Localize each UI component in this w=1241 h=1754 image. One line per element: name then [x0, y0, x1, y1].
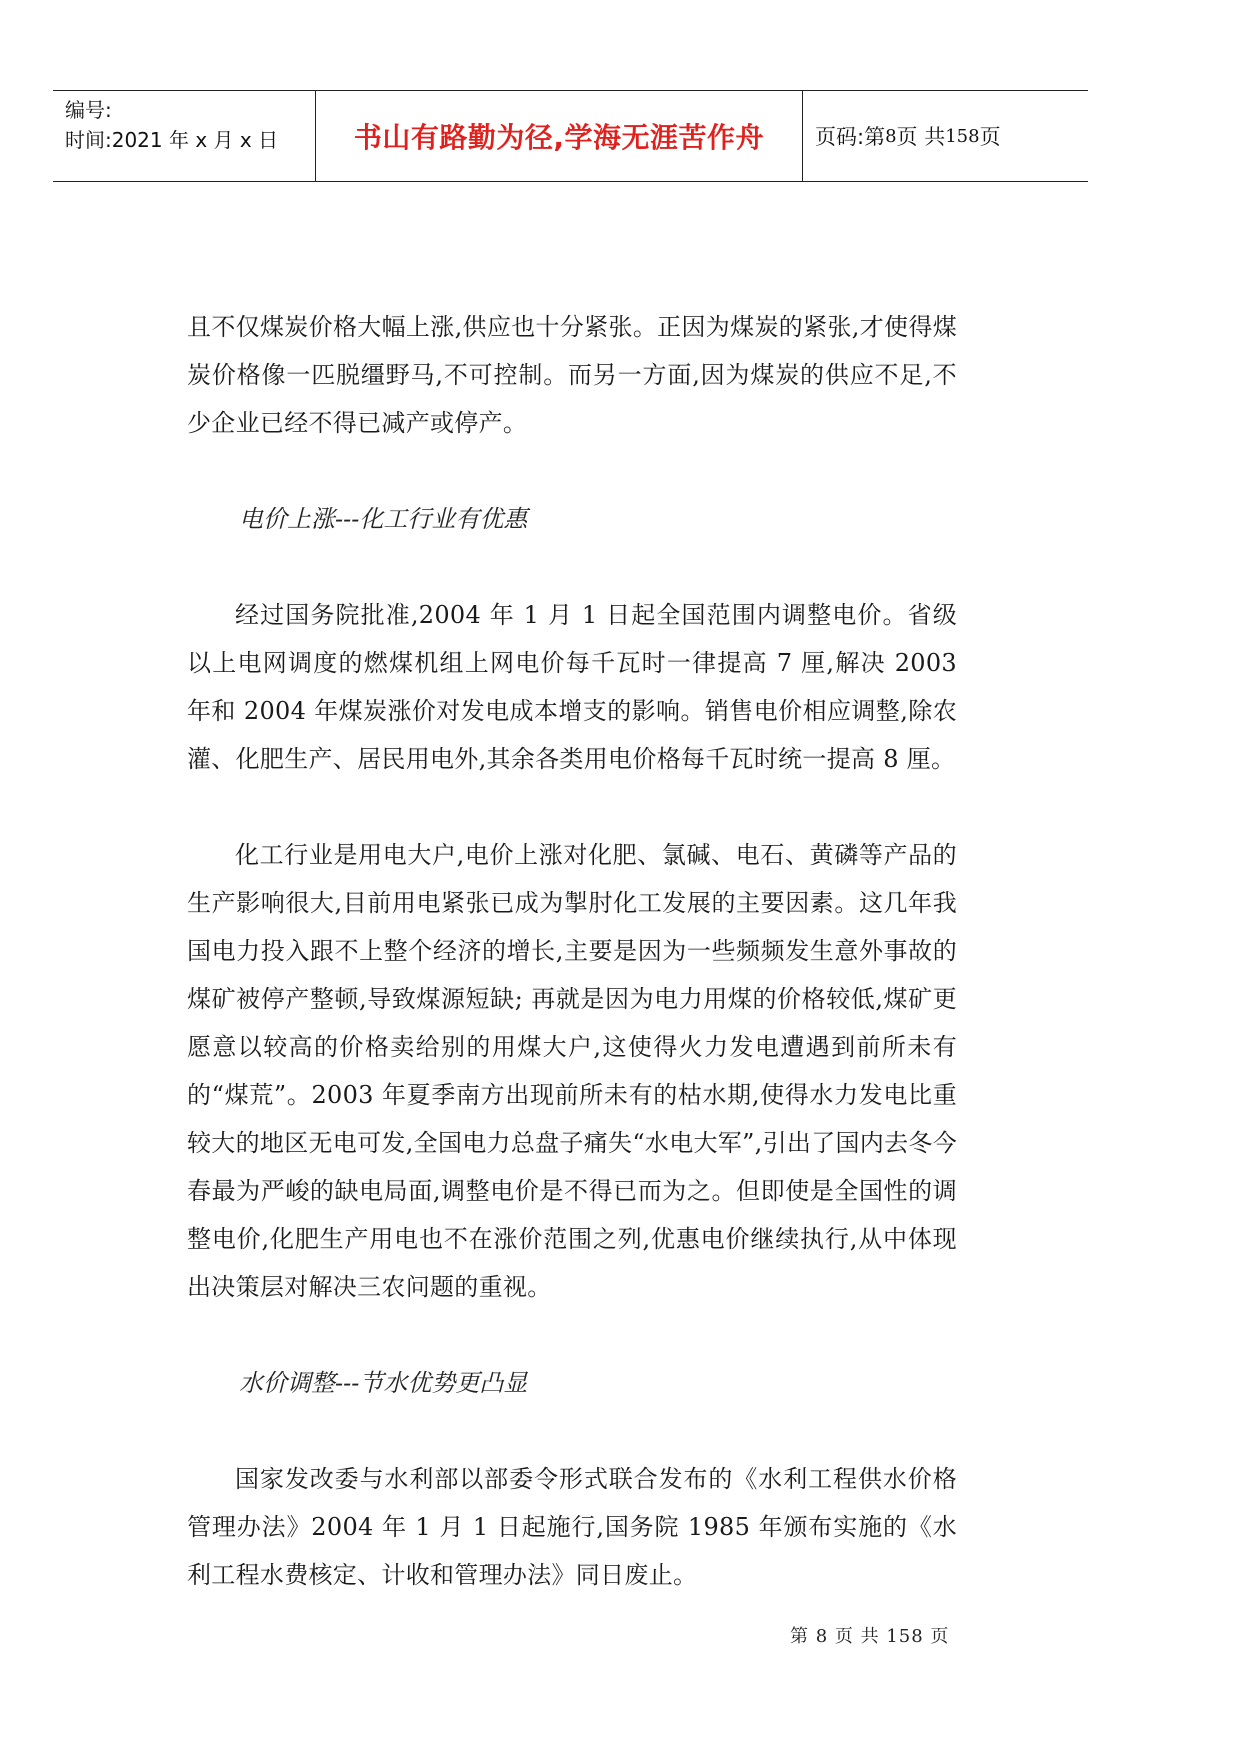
- section-heading-water: 水价调整---节水优势更凸显: [239, 1369, 528, 1397]
- document-body: [187, 303, 957, 1599]
- document-time-label: 时间:2021 年 x 月 x 日: [65, 128, 279, 152]
- page-prefix: 页码:第: [815, 125, 886, 149]
- paragraph-water-price: 国家发改委与水利部以部委令形式联合发布的《水利工程供水价格管理办法》2004 年 1 月 1 日起施行,国务院 1985 年颁布实施的《水利工程水费核定、计收和管理办法》同日废止。: [187, 1465, 957, 1589]
- section-heading-electricity: 电价上涨---化工行业有优惠: [239, 505, 528, 533]
- document-number-label: 编号:: [65, 98, 112, 122]
- paragraph-coal-supply: 且不仅煤炭价格大幅上涨,供应也十分紧张。正因为煤炭的紧张,才使得煤炭价格像一匹脱缰野马,不可控制。而另一方面,因为煤炭的供应不足,不少企业已经不得已减产或停产。: [187, 313, 957, 437]
- page-footer: 第 8 页 共 158 页: [790, 1626, 950, 1647]
- page-middle: 页 共: [896, 125, 946, 149]
- page-suffix: 页: [979, 125, 1001, 149]
- page-total: 158: [945, 125, 980, 147]
- paragraph-chemical-industry: 化工行业是用电大户,电价上涨对化肥、氯碱、电石、黄磷等产品的生产影响很大,目前用电紧张已成为掣肘化工发展的主要因素。这几年我国电力投入跟不上整个经济的增长,主要是因为一些频频发生意外事故的煤矿被停产整顿,导致煤源短缺; 再就是因为电力用煤的价格较低,煤矿更愿意以较高的价格卖给别的用煤大户,这使得火力发电遭遇到前所未有的“煤荒”。2003 年夏季南方出现前所未有的枯水期,使得水力发电比重较大的地区无电可发,全国电力总盘子痛失“水电大军”,引出了国内去冬今春最为严峻的缺电局面,调整电价是不得已而为之。但即使是全国性的调整电价,化肥生产用电也不在涨价范围之列,优惠电价继续执行,从中体现出决策层对解决三农问题的重视。: [187, 841, 957, 1301]
- header-meta-cell: [53, 91, 316, 181]
- page-header: [53, 90, 1088, 182]
- paragraph-electricity-adjustment: 经过国务院批准,2004 年 1 月 1 日起全国范围内调整电价。省级以上电网调度的燃煤机组上网电价每千瓦时一律提高 7 厘,解决 2003 年和 2004 年煤炭涨价对发电成本增支的影响。销售电价相应调整,除农灌、化肥生产、居民用电外,其余各类用电价格每千瓦时统一提高 8 厘。: [187, 601, 957, 773]
- header-motto-cell: [316, 91, 803, 181]
- page-current: 8: [885, 125, 897, 147]
- header-motto: 书山有路勤为径,学海无涯苦作舟: [353, 121, 765, 154]
- header-page-cell: [803, 91, 1088, 181]
